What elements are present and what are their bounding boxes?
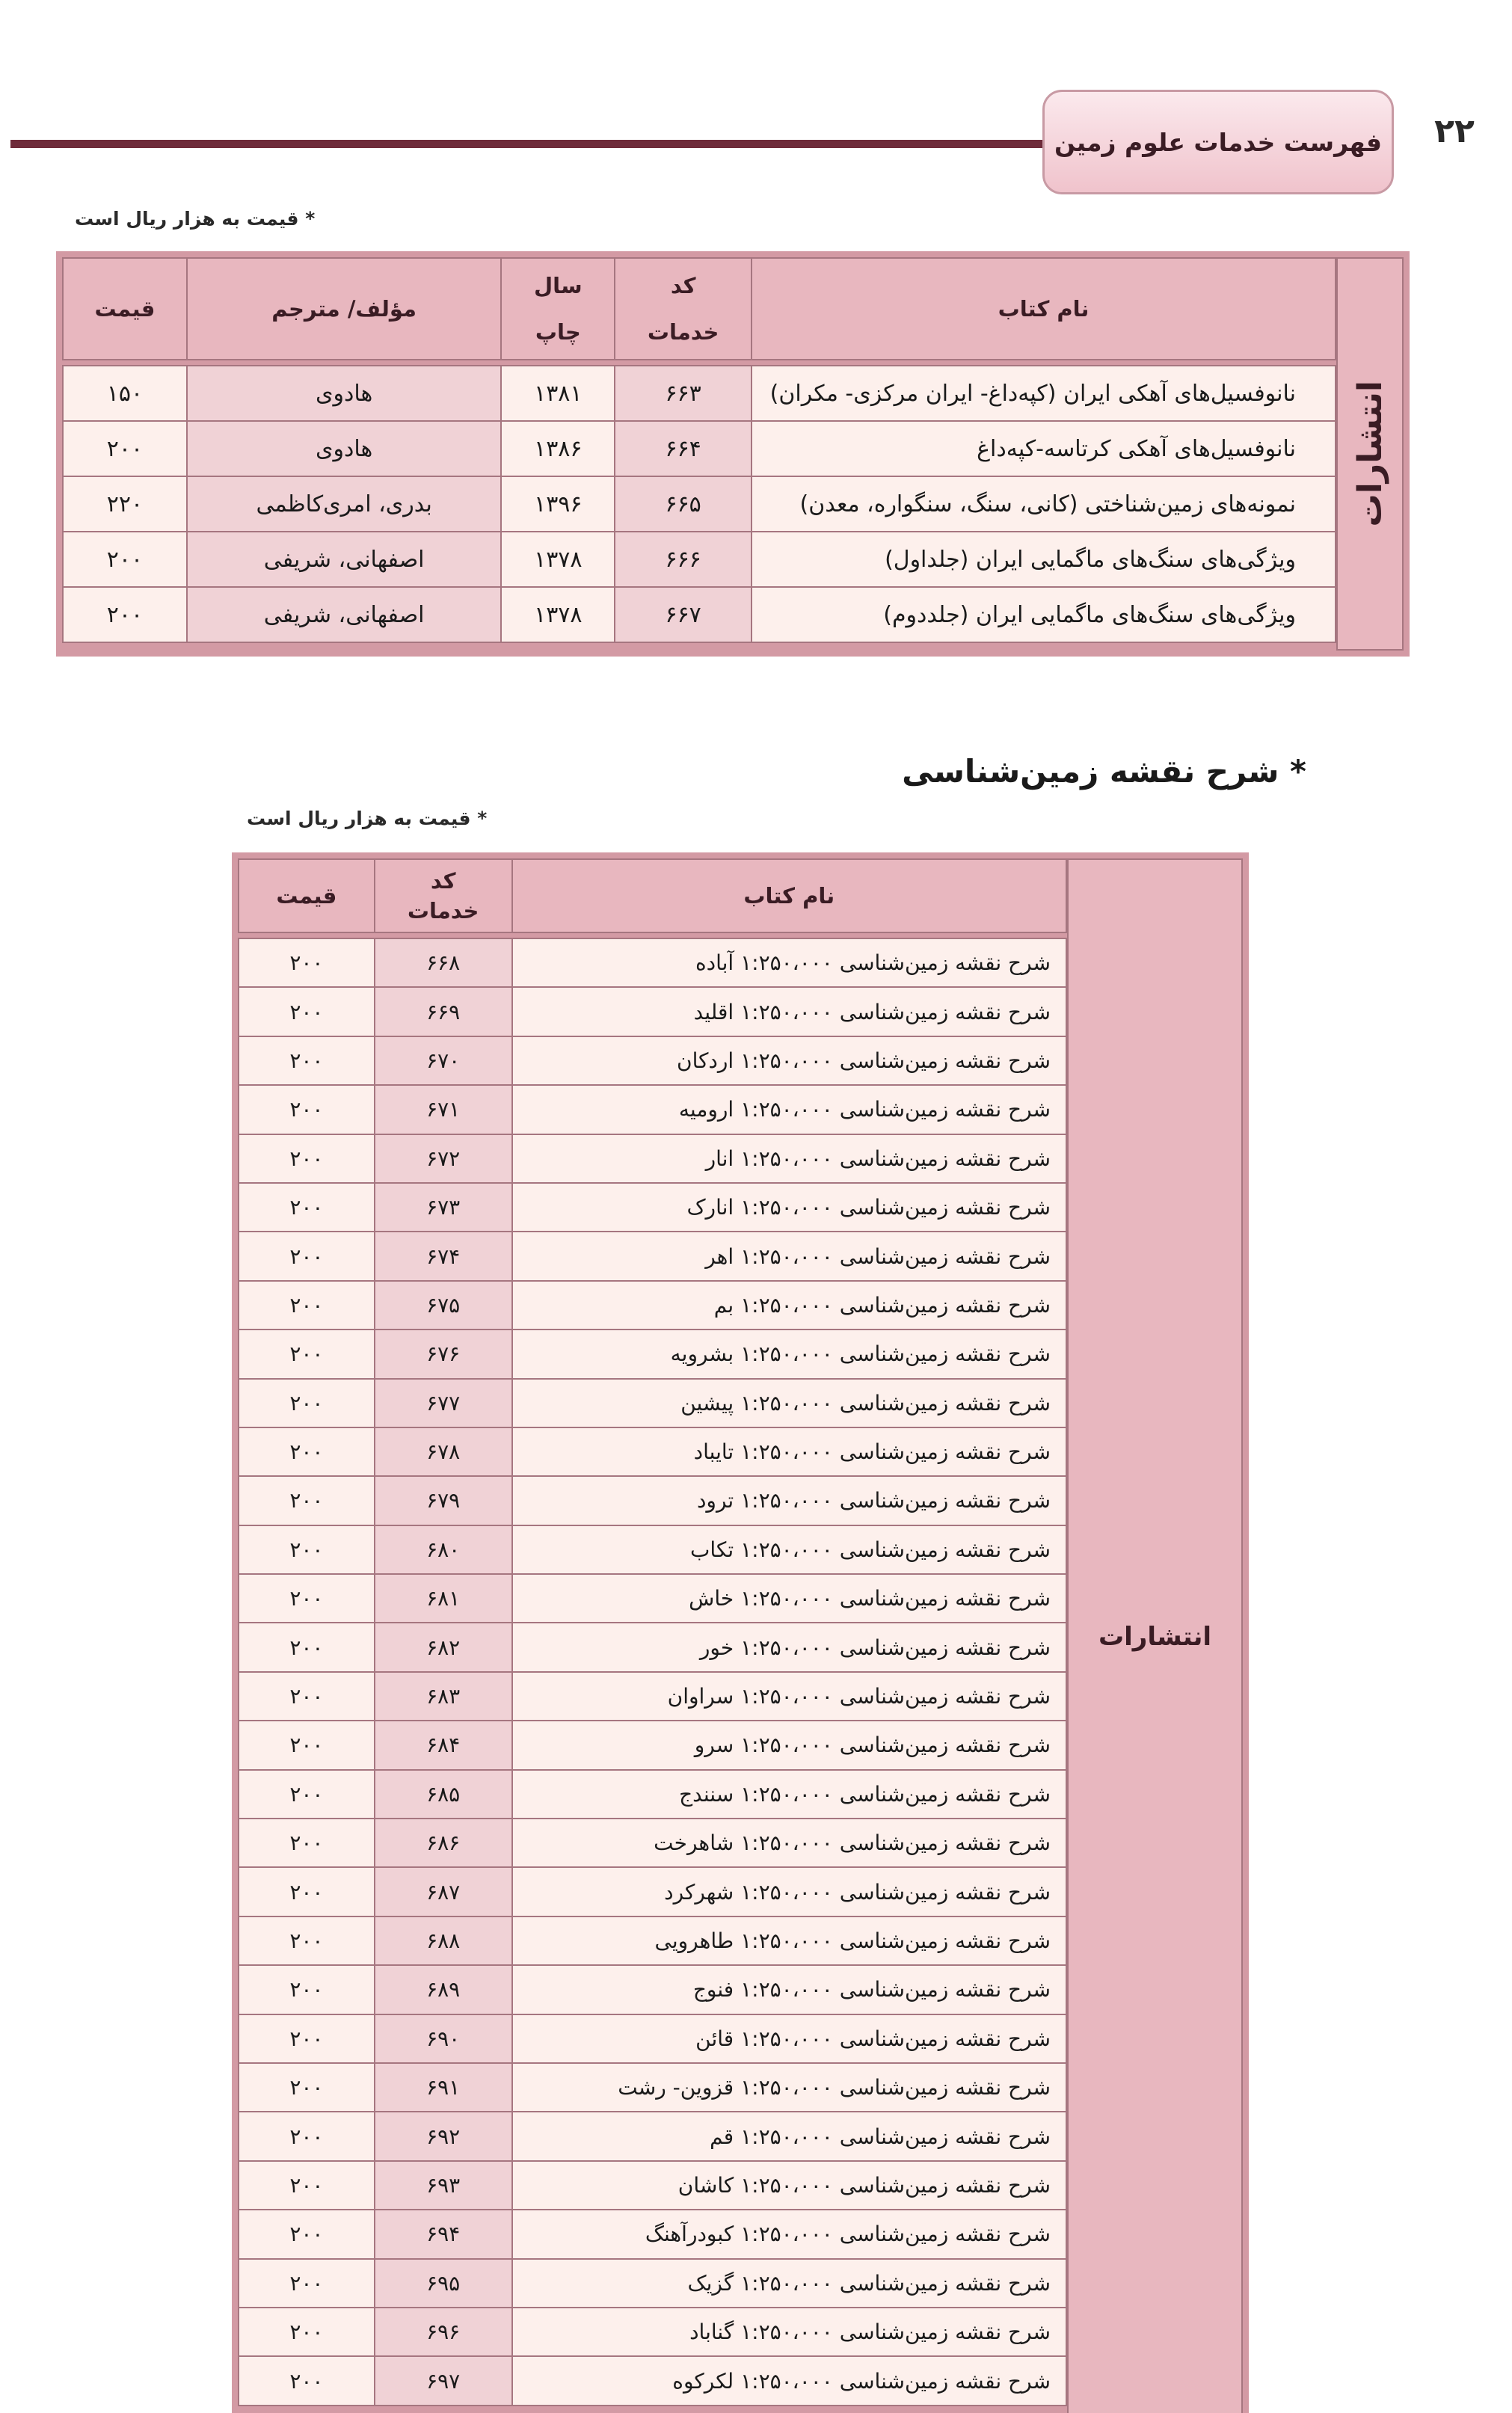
service-code: ۶۶۶ [615,532,752,587]
service-code: ۶۹۶ [375,2308,512,2356]
price: ۱۵۰ [63,366,187,421]
table-row [239,1476,1066,1525]
col-header-author: مؤلف/ مترجم [187,258,502,360]
col-header-price: قیمت [63,258,187,360]
book-name: شرح نقشه زمین‌شناسی ۱:۲۵۰،۰۰۰ سنندج [512,1770,1066,1819]
table-row [239,1281,1066,1330]
book-name: شرح نقشه زمین‌شناسی ۱:۲۵۰،۰۰۰ پیشین [512,1379,1066,1427]
book-name: شرح نقشه زمین‌شناسی ۱:۲۵۰،۰۰۰ اهر [512,1232,1066,1280]
book-name: شرح نقشه زمین‌شناسی ۱:۲۵۰،۰۰۰ اقلید [512,987,1066,1036]
service-code: ۶۷۱ [375,1085,512,1134]
table-row [239,1867,1066,1916]
table-row [239,1965,1066,2014]
price: ۲۰۰ [239,1525,375,1574]
table-row [239,1819,1066,1867]
book-name: شرح نقشه زمین‌شناسی ۱:۲۵۰،۰۰۰ ارومیه [512,1085,1066,1134]
author: هادوی [187,421,502,476]
price: ۲۰۰ [239,1574,375,1623]
table-row [63,532,1336,587]
table-row [239,2112,1066,2160]
price: ۲۰۰ [239,2259,375,2308]
book-name: شرح نقشه زمین‌شناسی ۱:۲۵۰،۰۰۰ گناباد [512,2308,1066,2356]
table-row [239,2161,1066,2210]
service-code: ۶۷۷ [375,1379,512,1427]
book-name: شرح نقشه زمین‌شناسی ۱:۲۵۰،۰۰۰ شهرکرد [512,1867,1066,1916]
price: ۲۰۰ [239,1819,375,1867]
print-year: ۱۳۹۶ [501,476,615,532]
price: ۲۲۰ [63,476,187,532]
price: ۲۰۰ [239,1281,375,1330]
book-name: نانوفسیل‌های آهکی ایران (کپه‌داغ- ایران مرکزی- مکران) [752,366,1336,421]
service-code: ۶۸۷ [375,1867,512,1916]
price-note: * قیمت به هزار ریال است [247,808,488,829]
price: ۲۰۰ [63,587,187,642]
service-code: ۶۸۸ [375,1916,512,1965]
service-code: ۶۷۲ [375,1134,512,1183]
col-header-code: کد خدمات [615,258,752,360]
service-code: ۶۸۳ [375,1672,512,1721]
service-code: ۶۹۳ [375,2161,512,2210]
book-name: نمونه‌های زمین‌شناختی (کانی، سنگ، سنگواره، معدن) [752,476,1336,532]
price: ۲۰۰ [239,1183,375,1232]
price: ۲۰۰ [239,2063,375,2112]
col-header-code: کد خدمات [375,859,512,932]
book-name: شرح نقشه زمین‌شناسی ۱:۲۵۰،۰۰۰ تایباد [512,1427,1066,1476]
book-name: ویژگی‌های سنگ‌های ماگمایی ایران (جلددوم) [752,587,1336,642]
book-name: شرح نقشه زمین‌شناسی ۱:۲۵۰،۰۰۰ طاهرویی [512,1916,1066,1965]
service-code: ۶۷۸ [375,1427,512,1476]
service-code: ۶۸۱ [375,1574,512,1623]
author: اصفهانی، شریفی [187,532,502,587]
service-code: ۶۶۹ [375,987,512,1036]
book-name: شرح نقشه زمین‌شناسی ۱:۲۵۰،۰۰۰ بم [512,1281,1066,1330]
print-year: ۱۳۸۶ [501,421,615,476]
book-name: شرح نقشه زمین‌شناسی ۱:۲۵۰،۰۰۰ کبودرآهنگ [512,2210,1066,2258]
book-name: شرح نقشه زمین‌شناسی ۱:۲۵۰،۰۰۰ انار [512,1134,1066,1183]
book-name: شرح نقشه زمین‌شناسی ۱:۲۵۰،۰۰۰ خور [512,1623,1066,1671]
table-row [239,1036,1066,1085]
service-code: ۶۶۸ [375,938,512,987]
price: ۲۰۰ [239,1134,375,1183]
service-code: ۶۸۵ [375,1770,512,1819]
table-row [239,2259,1066,2308]
print-year: ۱۳۷۸ [501,587,615,642]
col-header-year: سال چاپ [501,258,615,360]
service-code: ۶۶۳ [615,366,752,421]
print-year: ۱۳۸۱ [501,366,615,421]
price: ۲۰۰ [239,1379,375,1427]
table-row [239,1427,1066,1476]
table-row [239,1574,1066,1623]
price: ۲۰۰ [239,2210,375,2258]
col-header-name: نام کتاب [752,258,1336,360]
service-code: ۶۸۶ [375,1819,512,1867]
price: ۲۰۰ [63,532,187,587]
price: ۲۰۰ [239,1770,375,1819]
service-code: ۶۹۷ [375,2356,512,2405]
book-name: شرح نقشه زمین‌شناسی ۱:۲۵۰،۰۰۰ اردکان [512,1036,1066,1085]
service-code: ۶۸۲ [375,1623,512,1671]
price: ۲۰۰ [239,1427,375,1476]
author: بدری، امری‌کاظمی [187,476,502,532]
col-header-name: نام کتاب [512,859,1066,932]
book-name: شرح نقشه زمین‌شناسی ۱:۲۵۰،۰۰۰ آباده [512,938,1066,987]
book-name: شرح نقشه زمین‌شناسی ۱:۲۵۰،۰۰۰ انارک [512,1183,1066,1232]
price: ۲۰۰ [239,1916,375,1965]
table-row [239,1379,1066,1427]
price: ۲۰۰ [239,1232,375,1280]
price: ۲۰۰ [239,1672,375,1721]
book-name: شرح نقشه زمین‌شناسی ۱:۲۵۰،۰۰۰ سرو [512,1721,1066,1769]
map-explanations-table [232,852,1249,2413]
service-code: ۶۹۱ [375,2063,512,2112]
book-name: شرح نقشه زمین‌شناسی ۱:۲۵۰،۰۰۰ شاهرخت [512,1819,1066,1867]
table-row [239,2063,1066,2112]
service-code: ۶۶۵ [615,476,752,532]
table-row [239,1721,1066,1769]
table-row [239,1623,1066,1671]
book-name: شرح نقشه زمین‌شناسی ۱:۲۵۰،۰۰۰ فنوج [512,1965,1066,2014]
price: ۲۰۰ [239,1476,375,1525]
price: ۲۰۰ [239,2014,375,2063]
service-code: ۶۹۴ [375,2210,512,2258]
service-code: ۶۷۳ [375,1183,512,1232]
book-name: شرح نقشه زمین‌شناسی ۱:۲۵۰،۰۰۰ خاش [512,1574,1066,1623]
map-explanations-table-grid [238,858,1067,2406]
table-row [239,1134,1066,1183]
table-row [239,987,1066,1036]
book-name: شرح نقشه زمین‌شناسی ۱:۲۵۰،۰۰۰ قزوین- رشت [512,2063,1066,2112]
service-code: ۶۶۷ [615,587,752,642]
service-code: ۶۷۰ [375,1036,512,1085]
col-header-price: قیمت [239,859,375,932]
service-code: ۶۷۴ [375,1232,512,1280]
price: ۲۰۰ [239,1721,375,1769]
price: ۲۰۰ [239,2356,375,2405]
table-row [239,1672,1066,1721]
service-code: ۶۸۹ [375,1965,512,2014]
publications-table-grid [62,257,1336,643]
table-row [239,1770,1066,1819]
price: ۲۰۰ [239,2161,375,2210]
book-name: شرح نقشه زمین‌شناسی ۱:۲۵۰،۰۰۰ بشرویه [512,1330,1066,1378]
price: ۲۰۰ [239,1965,375,2014]
table-row [239,938,1066,987]
price: ۲۰۰ [239,938,375,987]
table-row [239,2308,1066,2356]
table-row [239,2210,1066,2258]
side-label: انتشارات [1067,858,1243,2413]
book-name: شرح نقشه زمین‌شناسی ۱:۲۵۰،۰۰۰ تکاب [512,1525,1066,1574]
service-code: ۶۷۵ [375,1281,512,1330]
author: اصفهانی، شریفی [187,587,502,642]
service-code: ۶۹۲ [375,2112,512,2160]
service-code: ۶۷۹ [375,1476,512,1525]
book-name: شرح نقشه زمین‌شناسی ۱:۲۵۰،۰۰۰ لکرکوه [512,2356,1066,2405]
table-row [239,1330,1066,1378]
price: ۲۰۰ [239,987,375,1036]
print-year: ۱۳۷۸ [501,532,615,587]
table-row [239,1525,1066,1574]
table-row [63,366,1336,421]
section-title: * شرح نقشه زمین‌شناسی [902,753,1306,790]
price: ۲۰۰ [239,2308,375,2356]
price-note: * قیمت به هزار ریال است [75,208,316,230]
table-row [239,1232,1066,1280]
book-name: شرح نقشه زمین‌شناسی ۱:۲۵۰،۰۰۰ کاشان [512,2161,1066,2210]
price: ۲۰۰ [239,1036,375,1085]
service-code: ۶۶۴ [615,421,752,476]
price: ۲۰۰ [239,2112,375,2160]
header-rule [10,140,1053,148]
table-row [239,2014,1066,2063]
price: ۲۰۰ [239,1623,375,1671]
table-row [63,421,1336,476]
service-code: ۶۷۶ [375,1330,512,1378]
service-code: ۶۸۴ [375,1721,512,1769]
service-code: ۶۸۰ [375,1525,512,1574]
side-label: انتشارات [1336,257,1404,651]
table-row [239,1183,1066,1232]
price: ۲۰۰ [239,1330,375,1378]
book-name: ویژگی‌های سنگ‌های ماگمایی ایران (جلداول) [752,532,1336,587]
book-name: شرح نقشه زمین‌شناسی ۱:۲۵۰،۰۰۰ سراوان [512,1672,1066,1721]
header-title: فهرست خدمات علوم زمین [1042,90,1394,194]
service-code: ۶۹۵ [375,2259,512,2308]
publications-table [56,251,1410,657]
table-row [239,2356,1066,2405]
table-row [63,476,1336,532]
price: ۲۰۰ [63,421,187,476]
author: هادوی [187,366,502,421]
book-name: شرح نقشه زمین‌شناسی ۱:۲۵۰،۰۰۰ قائن [512,2014,1066,2063]
price: ۲۰۰ [239,1867,375,1916]
book-name: شرح نقشه زمین‌شناسی ۱:۲۵۰،۰۰۰ گزیک [512,2259,1066,2308]
book-name: نانوفسیل‌های آهکی کرتاسه-کپه‌داغ [752,421,1336,476]
table-row [63,587,1336,642]
page-number: ۲۲ [1434,112,1475,150]
service-code: ۶۹۰ [375,2014,512,2063]
price: ۲۰۰ [239,1085,375,1134]
book-name: شرح نقشه زمین‌شناسی ۱:۲۵۰،۰۰۰ قم [512,2112,1066,2160]
book-name: شرح نقشه زمین‌شناسی ۱:۲۵۰،۰۰۰ ترود [512,1476,1066,1525]
table-row [239,1916,1066,1965]
table-row [239,1085,1066,1134]
